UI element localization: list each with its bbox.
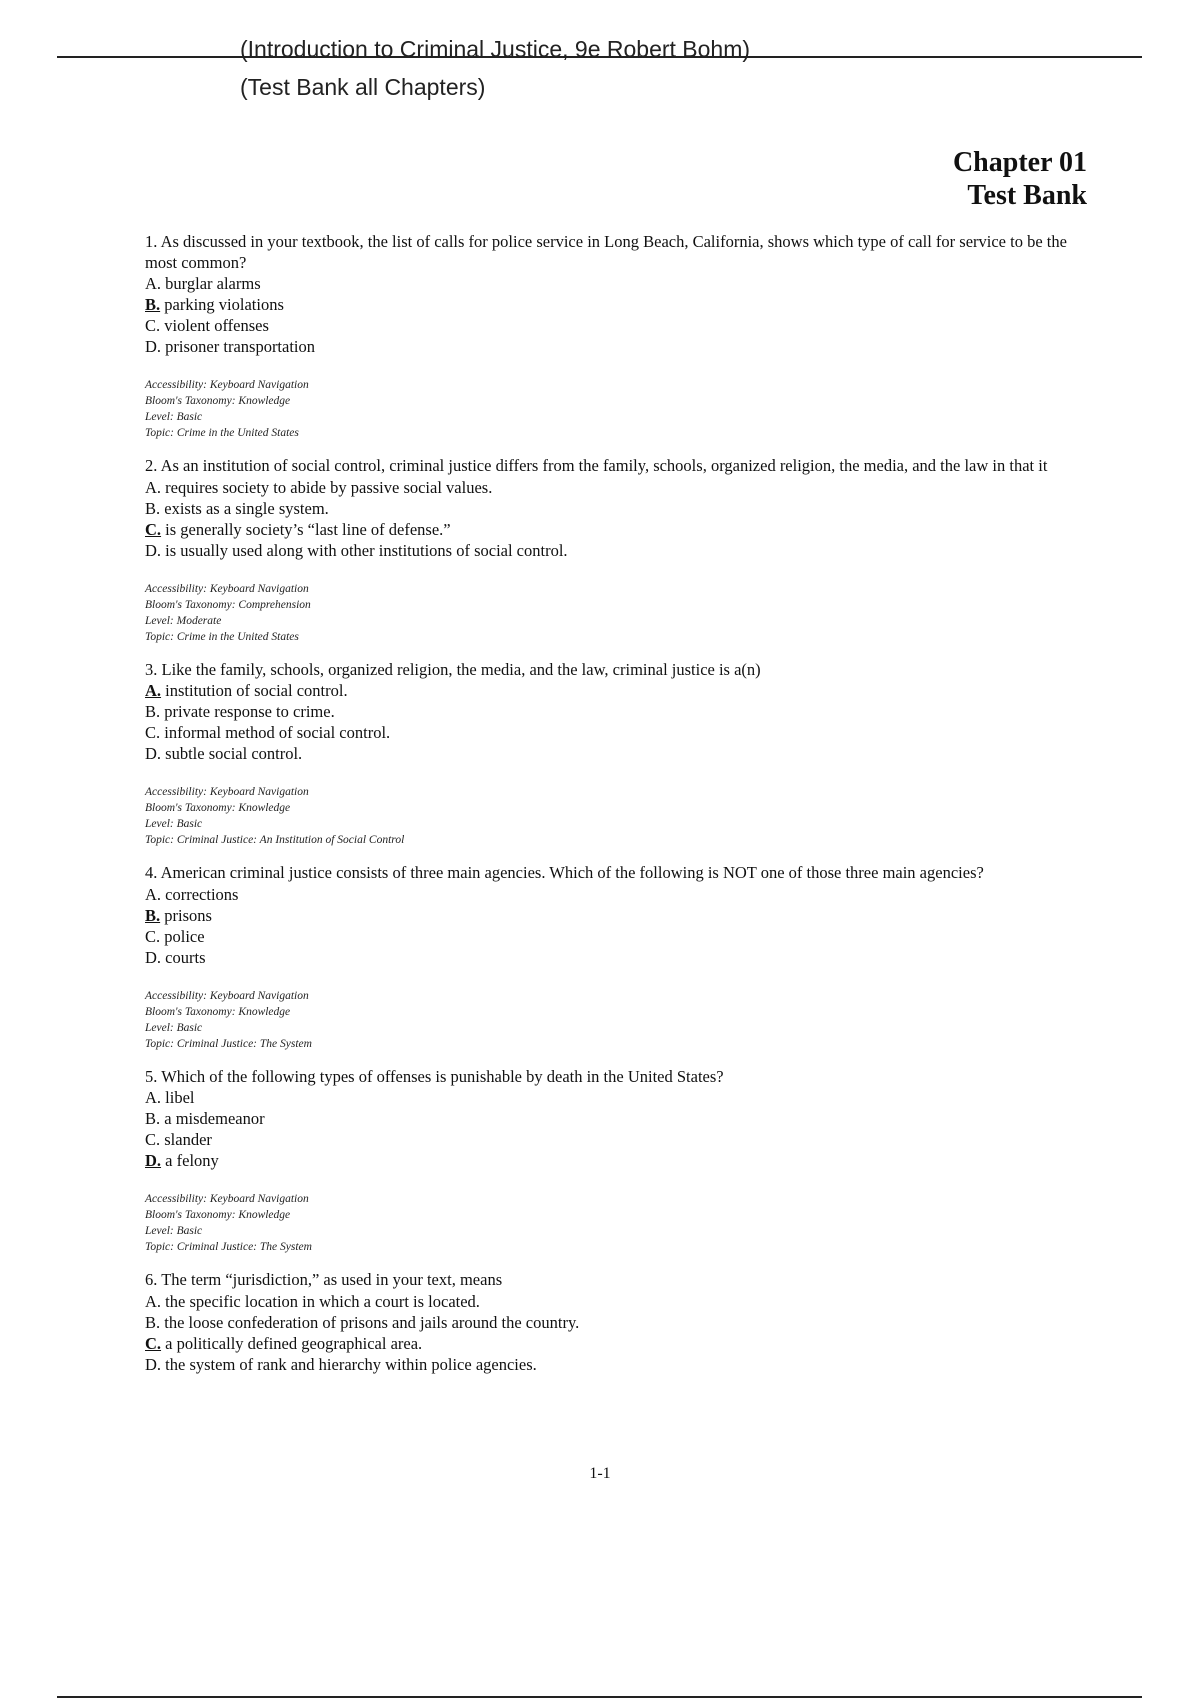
option-letter: B. [145,1312,161,1332]
option-letter: C. [145,926,161,946]
option-text: the system of rank and hierarchy within police agencies. [161,1354,537,1374]
meta-level: Level: Basic [145,818,203,830]
meta-topic: Topic: Crime in the United States [145,427,299,439]
chapter-number: Chapter 01 [952,147,1087,178]
answer-option-c [145,1129,1085,1150]
answer-option-d [145,336,1085,357]
question-metadata [145,988,1085,1052]
option-letter: A. [145,477,162,497]
meta-topic: Topic: Criminal Justice: The System [145,1241,312,1253]
option-letter: D. [145,947,162,967]
question-metadata [145,377,1085,441]
option-text: requires society to abide by passive social values. [161,477,493,497]
option-letter: C. [145,723,161,742]
option-text: the specific location in which a court is located. [161,1291,480,1311]
question-3 [145,660,1085,849]
option-letter: D. [145,744,162,763]
option-text: private response to crime. [160,702,335,721]
chapter-title [953,146,1087,212]
answer-option-c [145,519,1085,540]
question-stem: 6. The term “jurisdiction,” as used in your text, means [145,1270,503,1289]
answer-option-d [145,1354,1085,1375]
option-text: is generally society’s “last line of defense.” [161,519,451,539]
meta-level: Level: Basic [145,411,203,423]
option-text: courts [161,947,206,967]
question-metadata [145,581,1085,645]
answer-option-c [145,1333,1085,1354]
question-stem: 4. American criminal justice consists of three main agencies. Which of the following is NOT one of those three main agencies? [145,863,984,882]
question-stem: 2. As an institution of social control, criminal justice differs from the family, schools, organized religion, the media, and the law in that it [145,456,1048,475]
option-letter: A. [145,1088,162,1107]
option-letter-correct: D. [145,1151,162,1170]
option-letter-correct: A. [145,681,162,700]
option-text: a politically defined geographical area. [161,1333,423,1353]
question-list [145,232,1085,1375]
meta-topic: Topic: Criminal Justice: An Institution of Social Control [145,834,405,846]
question-stem: 5. Which of the following types of offenses is punishable by death in the United States? [145,1066,724,1086]
option-letter-correct: B. [145,295,161,314]
answer-option-c [145,315,1085,336]
answer-option-d [145,1150,1085,1171]
option-text: prisons [160,905,212,925]
option-letter-correct: C. [145,1333,162,1353]
meta-bloom: Bloom's Taxonomy: Knowledge [145,1005,291,1018]
meta-topic: Topic: Crime in the United States [145,630,299,643]
answer-option-b [145,498,1085,519]
option-letter: C. [145,1130,161,1149]
answer-option-d [145,540,1085,561]
answer-option-d [145,947,1085,968]
question-stem: 1. As discussed in your textbook, the list of calls for police service in Long Beach, California, shows which type of call for service to be the most common? [145,232,1067,272]
answer-option-a [145,680,1085,701]
option-letter-correct: C. [145,519,162,539]
option-text: violent offenses [160,316,269,335]
answer-option-c [145,722,1085,743]
option-letter: B. [145,498,161,518]
answer-option-a [145,1291,1085,1312]
meta-accessibility: Accessibility: Keyboard Navigation [145,379,309,391]
meta-bloom: Bloom's Taxonomy: Knowledge [145,802,291,814]
chapter-subtitle: Test Bank [967,180,1087,211]
question-1 [145,232,1085,441]
option-text: the loose confederation of prisons and jails around the country. [160,1312,580,1332]
option-text: corrections [161,884,239,904]
document-header-subtitle: (Test Bank all Chapters) [240,74,486,100]
meta-accessibility: Accessibility: Keyboard Navigation [145,1193,309,1205]
question-2 [145,456,1085,645]
meta-level: Level: Moderate [145,614,222,627]
option-text: is usually used along with other institutions of social control. [161,540,568,560]
option-letter: A. [145,884,162,904]
answer-option-a [145,1087,1085,1108]
meta-level: Level: Basic [145,1225,203,1237]
answer-option-b [145,1108,1085,1129]
option-text: subtle social control. [161,744,303,763]
option-letter: D. [145,540,162,560]
answer-option-d [145,743,1085,764]
option-letter: B. [145,1109,161,1128]
answer-option-b [145,701,1085,722]
question-metadata [145,784,1085,848]
option-letter: B. [145,702,161,721]
option-letter: A. [145,274,162,293]
option-letter: C. [145,316,161,335]
document-header-title: (Introduction to Criminal Justice, 9e Robert Bohm) [240,36,751,62]
option-text: parking violations [160,295,284,314]
option-text: exists as a single system. [160,498,329,518]
meta-level: Level: Basic [145,1021,203,1034]
option-letter: D. [145,1354,162,1374]
option-text: institution of social control. [161,681,348,700]
question-4 [145,863,1085,1052]
question-metadata [145,1191,1085,1255]
question-5 [145,1067,1085,1256]
answer-option-a [145,273,1085,294]
answer-option-b [145,905,1085,926]
answer-option-c [145,926,1085,947]
option-letter: A. [145,1291,162,1311]
meta-bloom: Bloom's Taxonomy: Knowledge [145,395,291,407]
meta-bloom: Bloom's Taxonomy: Comprehension [145,598,311,611]
answer-option-b [145,294,1085,315]
option-letter: D. [145,337,162,356]
question-stem: 3. Like the family, schools, organized religion, the media, and the law, criminal justice is a(n) [145,659,761,679]
option-text: a felony [161,1151,219,1170]
answer-option-a [145,884,1085,905]
meta-topic: Topic: Criminal Justice: The System [145,1037,312,1050]
answer-option-b [145,1312,1085,1333]
footer-rule [57,1696,1142,1698]
option-text: burglar alarms [161,274,261,293]
meta-bloom: Bloom's Taxonomy: Knowledge [145,1209,291,1221]
option-letter-correct: B. [145,905,161,925]
meta-accessibility: Accessibility: Keyboard Navigation [145,582,309,595]
meta-accessibility: Accessibility: Keyboard Navigation [145,786,309,798]
option-text: a misdemeanor [160,1109,265,1128]
option-text: police [160,926,205,946]
option-text: prisoner transportation [161,337,316,356]
answer-option-a [145,477,1085,498]
option-text: slander [160,1130,212,1149]
question-6 [145,1270,1085,1375]
option-text: libel [161,1088,195,1107]
option-text: informal method of social control. [160,723,391,742]
page-number: 1-1 [589,1465,611,1482]
meta-accessibility: Accessibility: Keyboard Navigation [145,989,309,1002]
